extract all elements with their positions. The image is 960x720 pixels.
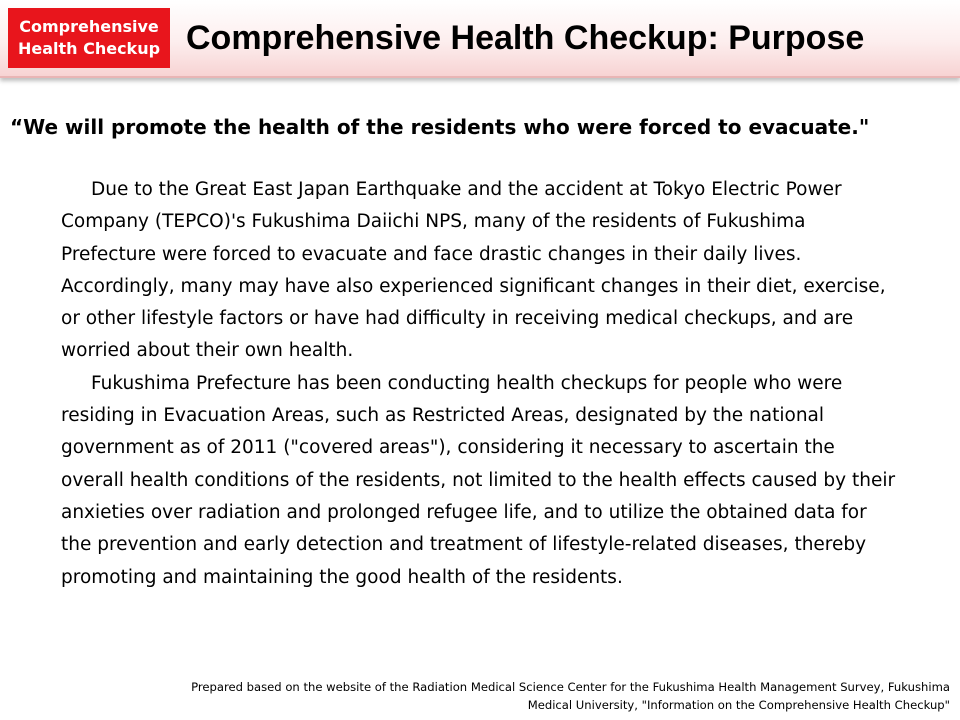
slide-header xyxy=(0,0,960,78)
purpose-quote: “We will promote the health of the residents who were forced to evacuate." xyxy=(10,115,870,139)
source-footnote xyxy=(90,678,950,714)
body-text xyxy=(61,174,901,594)
badge-line-1: Comprehensive xyxy=(19,17,159,36)
badge-line-2: Health Checkup xyxy=(17,39,161,58)
footnote-line-1: Prepared based on the website of the Radiation Medical Science Center for the Fukushima Health Management Survey, Fukushima xyxy=(191,680,950,694)
paragraph-2: Fukushima Prefecture has been conducting health checkups for people who were residing in Evacuation Areas, such as Restricted Areas, designated by the national government as of 2011 ("covered areas"), considering it necessary to ascertain the overall health conditions of the residents, not limited to the health effects caused by their anxieties over radiation and prolonged refugee life, and to utilize the obtained data for the prevention and early detection and treatment of lifestyle-related diseases, thereby promoting and maintaining the good health of the residents. xyxy=(61,372,896,588)
footnote-line-2: Medical University, "Information on the Comprehensive Health Checkup" xyxy=(527,698,950,712)
slide-title: Comprehensive Health Checkup: Purpose xyxy=(186,18,865,57)
paragraph-1: Due to the Great East Japan Earthquake and the accident at Tokyo Electric Power Company (TEPCO)'s Fukushima Daiichi NPS, many of the residents of Fukushima Prefecture were forced to evacuate and face drastic changes in their daily lives. Accordingly, many may have also experienced significant changes in their diet, exercise, or other lifestyle factors or have had difficulty in receiving medical checkups, and are worried about their own health. xyxy=(61,179,886,362)
section-badge xyxy=(8,8,170,68)
